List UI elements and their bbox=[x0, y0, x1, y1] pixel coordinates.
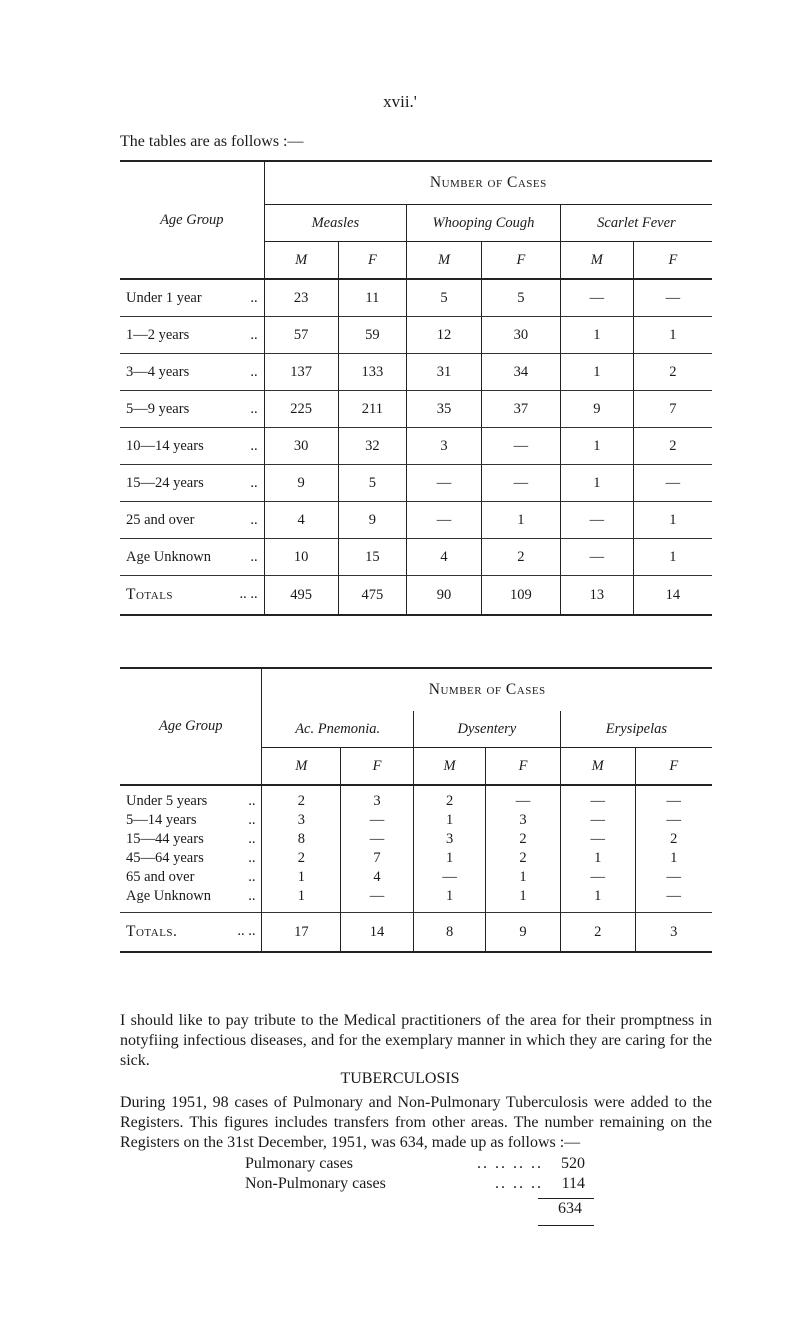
table-cell: 3 bbox=[635, 913, 712, 953]
table-cell: 9 bbox=[338, 502, 406, 539]
table-cell: 1 bbox=[560, 428, 633, 465]
number-of-cases-header: Number of Cases bbox=[264, 161, 712, 205]
totals-row bbox=[120, 576, 712, 616]
table-cell: 1 bbox=[560, 465, 633, 502]
table-cell: — bbox=[560, 539, 633, 576]
table-cell: 8 bbox=[262, 830, 341, 849]
disease-header-erysipelas: Erysipelas bbox=[560, 711, 712, 748]
table-cell: 11 bbox=[338, 279, 406, 317]
table-cell: — bbox=[341, 830, 414, 849]
row-label: 10—14 years .. bbox=[120, 428, 264, 465]
table-cell: 1 bbox=[560, 887, 635, 913]
leader-dots: .. .. .. .. bbox=[477, 1155, 543, 1172]
tb-list-item bbox=[245, 1175, 585, 1195]
table-cell: 1 bbox=[413, 811, 485, 830]
table-cell: 35 bbox=[407, 391, 482, 428]
table-cell: 1 bbox=[560, 354, 633, 391]
table-cell: 1 bbox=[486, 868, 561, 887]
sex-header: F bbox=[338, 242, 406, 280]
table-row bbox=[120, 830, 712, 849]
table-cell: 57 bbox=[264, 317, 338, 354]
table-cell: 3 bbox=[262, 811, 341, 830]
table-cell: 8 bbox=[413, 913, 485, 953]
table-cell: 30 bbox=[481, 317, 560, 354]
disease-header-pneumonia: Ac. Pnemonia. bbox=[262, 711, 413, 748]
table-row bbox=[120, 465, 712, 502]
table-cell: 2 bbox=[486, 849, 561, 868]
table-cell: — bbox=[635, 868, 712, 887]
age-group-header: Age Group bbox=[120, 668, 262, 785]
row-label: 65 and over .. bbox=[126, 869, 256, 885]
tb-item-value: 520 bbox=[561, 1155, 585, 1172]
row-label: 15—44 years .. bbox=[126, 831, 256, 847]
table-cell: 1 bbox=[635, 849, 712, 868]
table-row bbox=[120, 317, 712, 354]
table-cell: — bbox=[407, 502, 482, 539]
table-cell: — bbox=[481, 465, 560, 502]
table-cell: — bbox=[413, 868, 485, 887]
table-cell: 1 bbox=[486, 887, 561, 913]
table-cell: 475 bbox=[338, 576, 406, 616]
notifiable-diseases-table-2 bbox=[120, 667, 712, 953]
tb-item-label: Non-Pulmonary cases bbox=[245, 1175, 386, 1192]
table-cell: 90 bbox=[407, 576, 482, 616]
table-cell: 23 bbox=[264, 279, 338, 317]
table-cell: 34 bbox=[481, 354, 560, 391]
table-cell: 30 bbox=[264, 428, 338, 465]
table-cell: 1 bbox=[262, 868, 341, 887]
table-cell: 2 bbox=[262, 849, 341, 868]
sex-header: M bbox=[407, 242, 482, 280]
table-cell: 1 bbox=[560, 849, 635, 868]
row-label: Age Unknown .. bbox=[120, 539, 264, 576]
sex-header: M bbox=[264, 242, 338, 280]
table-row bbox=[120, 785, 712, 811]
table-cell: — bbox=[635, 887, 712, 913]
tb-item-label: Pulmonary cases bbox=[245, 1155, 353, 1172]
table-cell: 9 bbox=[560, 391, 633, 428]
table-row bbox=[120, 502, 712, 539]
table-cell: 495 bbox=[264, 576, 338, 616]
table-cell: 3 bbox=[413, 830, 485, 849]
table-cell: 133 bbox=[338, 354, 406, 391]
table-row bbox=[120, 811, 712, 830]
table-cell: 4 bbox=[264, 502, 338, 539]
table-row bbox=[120, 428, 712, 465]
row-label: Totals .. .. bbox=[120, 576, 264, 616]
sex-header: F bbox=[481, 242, 560, 280]
table-row bbox=[120, 849, 712, 868]
table-row bbox=[120, 539, 712, 576]
table-cell: 5 bbox=[407, 279, 482, 317]
table-row bbox=[120, 887, 712, 913]
intro-text: The tables are as follows :— bbox=[120, 133, 304, 150]
row-label: 25 and over .. bbox=[120, 502, 264, 539]
notifiable-diseases-table-1 bbox=[120, 160, 712, 616]
table-cell: — bbox=[341, 811, 414, 830]
tb-item-value: 114 bbox=[561, 1175, 585, 1192]
table-cell: 14 bbox=[633, 576, 712, 616]
table-cell: — bbox=[560, 785, 635, 811]
table-cell: 2 bbox=[633, 354, 712, 391]
table-cell: 9 bbox=[264, 465, 338, 502]
row-label: Totals. .. .. bbox=[120, 913, 262, 953]
number-of-cases-header: Number of Cases bbox=[262, 668, 712, 711]
table-cell: 4 bbox=[407, 539, 482, 576]
table-cell: 137 bbox=[264, 354, 338, 391]
table-cell: — bbox=[635, 785, 712, 811]
age-group-header: Age Group bbox=[120, 161, 264, 279]
table-cell: 2 bbox=[633, 428, 712, 465]
table-cell: 2 bbox=[635, 830, 712, 849]
table-cell: 211 bbox=[338, 391, 406, 428]
row-label: Under 1 year .. bbox=[120, 279, 264, 317]
sex-header: F bbox=[633, 242, 712, 280]
row-label: 5—14 years .. bbox=[126, 812, 256, 828]
table-cell: 13 bbox=[560, 576, 633, 616]
table-cell: 17 bbox=[262, 913, 341, 953]
table-cell: 225 bbox=[264, 391, 338, 428]
table-cell: 7 bbox=[341, 849, 414, 868]
tb-list-item bbox=[245, 1155, 585, 1175]
sex-header: F bbox=[635, 748, 712, 786]
table-cell: 10 bbox=[264, 539, 338, 576]
sum-rule-top bbox=[538, 1198, 594, 1199]
table-cell: 1 bbox=[413, 849, 485, 868]
table-cell: — bbox=[486, 785, 561, 811]
table-cell: 2 bbox=[262, 785, 341, 811]
table-cell: — bbox=[560, 868, 635, 887]
table-cell: 3 bbox=[407, 428, 482, 465]
table-cell: 2 bbox=[481, 539, 560, 576]
table-cell: 1 bbox=[262, 887, 341, 913]
sex-header: F bbox=[486, 748, 561, 786]
row-label: 15—24 years .. bbox=[120, 465, 264, 502]
table-cell: — bbox=[560, 279, 633, 317]
sex-header: M bbox=[560, 748, 635, 786]
table-cell: — bbox=[560, 830, 635, 849]
table-cell: 1 bbox=[560, 317, 633, 354]
row-label: 1—2 years .. bbox=[120, 317, 264, 354]
sex-header: M bbox=[262, 748, 341, 786]
table-cell: 5 bbox=[338, 465, 406, 502]
table-cell: 1 bbox=[633, 317, 712, 354]
disease-header-dysentery: Dysentery bbox=[413, 711, 560, 748]
table-cell: 3 bbox=[486, 811, 561, 830]
table-cell: 15 bbox=[338, 539, 406, 576]
table-cell: 2 bbox=[486, 830, 561, 849]
disease-header-whooping-cough: Whooping Cough bbox=[407, 205, 561, 242]
table-row bbox=[120, 868, 712, 887]
tribute-paragraph: I should like to pay tribute to the Medical practitioners of the area for their promptness in notyfiing infectious diseases, and for the exemplary manner in which they are caring for the sick. bbox=[120, 1012, 712, 1069]
table-cell: — bbox=[635, 811, 712, 830]
table-cell: 3 bbox=[341, 785, 414, 811]
table-cell: 2 bbox=[413, 785, 485, 811]
table-cell: 31 bbox=[407, 354, 482, 391]
table-cell: 7 bbox=[633, 391, 712, 428]
sum-rule-bottom bbox=[538, 1225, 594, 1226]
page-number: xvii.' bbox=[383, 92, 417, 111]
table-row bbox=[120, 354, 712, 391]
table-cell: 5 bbox=[481, 279, 560, 317]
tb-total-value: 634 bbox=[558, 1200, 582, 1217]
table-cell: 1 bbox=[633, 502, 712, 539]
table-cell: — bbox=[633, 465, 712, 502]
table-cell: 32 bbox=[338, 428, 406, 465]
leader-dots: .. .. .. bbox=[495, 1175, 543, 1192]
table-cell: 1 bbox=[413, 887, 485, 913]
sex-header: M bbox=[413, 748, 485, 786]
table-cell: — bbox=[560, 811, 635, 830]
disease-header-scarlet-fever: Scarlet Fever bbox=[560, 205, 712, 242]
row-label: 3—4 years .. bbox=[120, 354, 264, 391]
table-cell: 14 bbox=[341, 913, 414, 953]
table-row bbox=[120, 391, 712, 428]
tuberculosis-heading: TUBERCULOSIS bbox=[340, 1070, 460, 1087]
table-cell: — bbox=[341, 887, 414, 913]
table-cell: — bbox=[633, 279, 712, 317]
row-label: 45—64 years .. bbox=[126, 850, 256, 866]
disease-header-measles: Measles bbox=[264, 205, 406, 242]
table-cell: 12 bbox=[407, 317, 482, 354]
table-cell: 1 bbox=[633, 539, 712, 576]
table-cell: 4 bbox=[341, 868, 414, 887]
sex-header: M bbox=[560, 242, 633, 280]
table-cell: — bbox=[560, 502, 633, 539]
table-cell: 59 bbox=[338, 317, 406, 354]
row-label: Age Unknown .. bbox=[126, 888, 256, 904]
table-cell: — bbox=[481, 428, 560, 465]
table-cell: — bbox=[407, 465, 482, 502]
table-cell: 9 bbox=[486, 913, 561, 953]
row-label: 5—9 years .. bbox=[120, 391, 264, 428]
table-row bbox=[120, 279, 712, 317]
table-cell: 37 bbox=[481, 391, 560, 428]
table-cell: 2 bbox=[560, 913, 635, 953]
table-cell: 109 bbox=[481, 576, 560, 616]
totals-row bbox=[120, 913, 712, 953]
row-label: Under 5 years .. bbox=[120, 785, 262, 811]
table-cell: 1 bbox=[481, 502, 560, 539]
tuberculosis-paragraph: During 1951, 98 cases of Pulmonary and Non-Pulmonary Tuberculosis were added to the Registers. This figures includes transfers from other areas. The number remaining on the Registers on the 31st December, 1951, was 634, made up as follows :— bbox=[120, 1094, 712, 1151]
sex-header: F bbox=[341, 748, 414, 786]
